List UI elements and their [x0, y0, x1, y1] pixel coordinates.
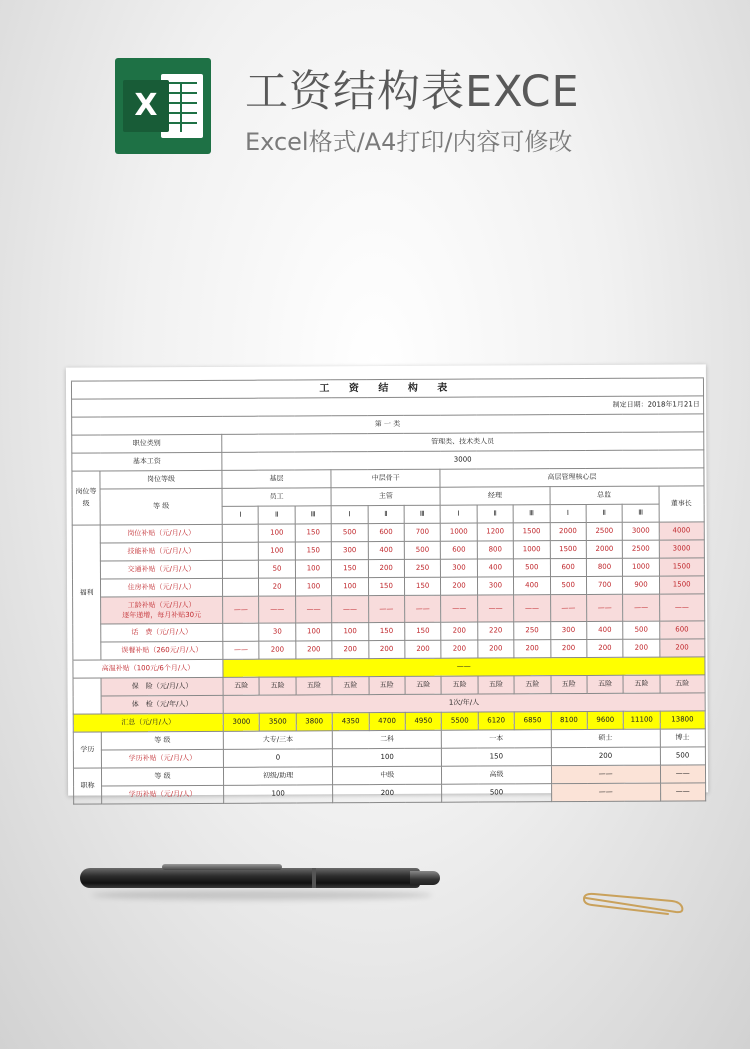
welfare-value-cell: 600	[550, 558, 586, 576]
welfare-value-cell: 200	[623, 639, 659, 657]
welfare-value-cell: 200	[368, 640, 404, 658]
welfare-value-cell: 900	[623, 576, 659, 594]
welfare-value-cell: 500	[514, 559, 550, 577]
welfare-value-cell: 600	[441, 541, 477, 559]
welfare-value-cell: 300	[477, 577, 513, 595]
date-cell: 制定日期：2018年1月21日	[72, 396, 704, 417]
welfare-value-cell: 200	[405, 640, 441, 658]
title-subsidy-value: 200	[333, 784, 442, 803]
edu-level: 大专/三本	[223, 731, 332, 750]
level-group-basic: 基层	[222, 470, 331, 489]
job-type-label: 职位类别	[72, 434, 222, 453]
salary-table	[71, 369, 706, 804]
welfare-value-cell: 300	[331, 542, 367, 560]
edu-group-label: 学历	[73, 732, 101, 768]
welfare-value-cell: ——	[659, 594, 704, 621]
welfare-value-cell: 2500	[586, 522, 622, 540]
position-chairman: 董事长	[659, 486, 704, 522]
welfare-value-cell: 3000	[659, 540, 704, 558]
total-value-cell: 4350	[332, 713, 368, 731]
welfare-value-cell	[223, 623, 259, 641]
welfare-row-label: 住房补贴（元/月/人）	[100, 578, 222, 597]
heat-label: 高温补贴（100元/6个月/人）	[73, 659, 223, 678]
welfare-value-cell: 700	[404, 523, 440, 541]
insurance-value-cell: 五险	[223, 677, 259, 695]
title-subsidy-value: 500	[442, 784, 551, 803]
edu-subsidy-label: 学历补贴（元/月/人）	[101, 749, 223, 768]
welfare-value-cell: ——	[259, 596, 296, 623]
total-value-cell: 9600	[587, 711, 623, 729]
category-cell: 第 一 类	[72, 414, 704, 435]
welfare-value-cell: 100	[295, 578, 331, 596]
welfare-value-cell: ——	[223, 596, 260, 623]
insurance-value-cell: 五险	[478, 676, 514, 694]
welfare-value-cell: 1500	[513, 523, 549, 541]
pen-ring	[312, 868, 316, 888]
welfare-value-cell: 200	[550, 639, 586, 657]
welfare-row-label-line: 工龄补贴（元/月/人）	[127, 600, 196, 609]
total-value-cell: 13800	[660, 711, 705, 729]
welfare-value-cell: ——	[477, 595, 514, 622]
excel-logo	[115, 58, 211, 154]
welfare-value-cell: 600	[368, 523, 404, 541]
sublevel-cell: Ⅱ	[477, 505, 513, 523]
paperclip-image	[578, 890, 688, 920]
welfare-value-cell: 200	[332, 641, 368, 659]
sublevel-cell: Ⅲ	[622, 504, 658, 522]
edu-subsidy-value: 150	[442, 748, 551, 767]
edu-subsidy-value: 0	[223, 749, 332, 768]
insurance-value-cell: 五险	[441, 676, 477, 694]
welfare-value-cell: ——	[514, 595, 551, 622]
welfare-value-cell: 250	[514, 622, 550, 640]
insurance-value-cell: 五险	[623, 675, 659, 693]
position-staff: 员工	[222, 488, 331, 507]
base-salary-value: 3000	[222, 450, 704, 471]
sublevel-cell: Ⅲ	[513, 505, 549, 523]
welfare-value-cell: 100	[296, 623, 332, 641]
welfare-value-cell: 200	[259, 641, 295, 659]
title-subsidy-value: ——	[551, 783, 660, 802]
welfare-value-cell: 1200	[477, 523, 513, 541]
welfare-value-cell	[222, 578, 258, 596]
welfare-value-cell: 30	[259, 623, 295, 641]
edu-level: 硕士	[551, 729, 660, 748]
position-director: 总监	[550, 486, 659, 505]
position-manager: 经理	[440, 487, 549, 506]
welfare-value-cell: 100	[259, 524, 295, 542]
welfare-value-cell: ——	[586, 594, 623, 621]
welfare-value-cell: ——	[332, 596, 369, 623]
welfare-value-cell: 250	[404, 559, 440, 577]
edu-subsidy-value: 500	[660, 747, 705, 765]
total-value-cell: 4950	[405, 712, 441, 730]
welfare-value-cell: 200	[441, 640, 477, 658]
welfare-value-cell: 1500	[659, 576, 704, 594]
sublevel-cell: Ⅰ	[222, 506, 258, 524]
welfare-value-cell: 200	[368, 559, 404, 577]
welfare-value-cell: 2000	[550, 522, 586, 540]
edu-level: 博士	[660, 729, 705, 747]
title-level: ——	[551, 765, 660, 784]
checkup-label: 体 检（元/年/人）	[101, 695, 223, 714]
welfare-value-cell	[222, 560, 258, 578]
welfare-row-label: 技能补贴（元/月/人）	[100, 542, 222, 561]
pen-clip	[162, 864, 282, 870]
welfare-value-cell: ——	[623, 594, 660, 621]
welfare-row-label: 话 费（元/月/人）	[101, 623, 223, 642]
total-value-cell: 4700	[369, 712, 405, 730]
title-level-label: 等 级	[101, 767, 223, 786]
welfare-value-cell: ——	[368, 595, 405, 622]
welfare-row-label-line: 逐年递增，每月补贴30元	[122, 610, 202, 619]
welfare-value-cell: 200	[587, 639, 623, 657]
welfare-value-cell: 200	[660, 639, 705, 657]
title-subsidy-label: 学历补贴（元/月/人）	[102, 785, 224, 804]
sheet-title: 工 资 结 构 表	[71, 378, 703, 399]
base-salary-label: 基本工资	[72, 452, 222, 471]
edu-level: 一本	[442, 730, 551, 749]
sublevel-cell: Ⅰ	[440, 505, 476, 523]
sublevel-cell: Ⅰ	[550, 504, 586, 522]
welfare-value-cell	[222, 542, 258, 560]
insurance-value-cell: 五险	[296, 677, 332, 695]
welfare-value-cell: 150	[368, 622, 404, 640]
welfare-value-cell: 300	[441, 559, 477, 577]
level-label: 等 级	[100, 488, 222, 525]
welfare-value-cell: ——	[550, 594, 587, 621]
welfare-value-cell: 500	[623, 621, 659, 639]
page-subtitle: Excel格式/A4打印/内容可修改	[245, 128, 573, 156]
edu-subsidy-value: 100	[333, 748, 442, 767]
welfare-value-cell: 500	[404, 541, 440, 559]
welfare-value-cell: ——	[405, 595, 442, 622]
welfare-value-cell: 400	[514, 577, 550, 595]
welfare-value-cell: 200	[441, 577, 477, 595]
title-level: 高级	[442, 766, 551, 785]
welfare-value-cell: 200	[441, 622, 477, 640]
total-value-cell: 5500	[442, 712, 478, 730]
level-group-middle: 中层骨干	[331, 469, 440, 488]
grade-label: 岗位等级	[100, 470, 222, 489]
welfare-group-label: 福利	[72, 525, 101, 660]
welfare-value-cell: 500	[331, 524, 367, 542]
total-value-cell: 3500	[260, 713, 296, 731]
insurance-value-cell: 五险	[514, 676, 550, 694]
welfare-value-cell: 200	[478, 640, 514, 658]
welfare-value-cell: 200	[296, 641, 332, 659]
welfare-value-cell: 300	[550, 621, 586, 639]
welfare-value-cell: 1000	[441, 523, 477, 541]
total-value-cell: 6850	[514, 712, 550, 730]
job-type-value: 管理类、技术类人员	[222, 432, 704, 453]
welfare-value-cell: ——	[223, 641, 259, 659]
page-title: 工资结构表EXCE	[245, 67, 580, 117]
welfare-value-cell: 150	[404, 577, 440, 595]
welfare-rows	[72, 522, 704, 660]
total-value-cell: 3000	[223, 713, 259, 731]
welfare-value-cell: 100	[259, 542, 295, 560]
pen-image	[72, 866, 452, 890]
insurance-value-cell: 五险	[369, 676, 405, 694]
excel-x-icon: X	[123, 80, 169, 132]
welfare-value-cell: 3000	[622, 522, 658, 540]
total-label: 汇总（元/月/人）	[73, 713, 223, 732]
total-value-cell: 3800	[296, 713, 332, 731]
welfare-value-cell: 100	[332, 578, 368, 596]
edu-subsidy-value: 200	[551, 747, 660, 766]
welfare-value-cell: 400	[587, 621, 623, 639]
welfare-value-cell: 1000	[623, 558, 659, 576]
welfare-value-cell: 800	[477, 541, 513, 559]
welfare-value-cell: 150	[295, 542, 331, 560]
insurance-value-cell: 五险	[660, 675, 705, 693]
grid-divider	[180, 82, 182, 132]
spreadsheet-preview	[66, 364, 708, 799]
pen-body	[80, 868, 420, 888]
welfare-value-cell: 20	[259, 578, 295, 596]
title-level: ——	[660, 765, 705, 783]
welfare-value-cell: 500	[550, 576, 586, 594]
title-subsidy-value: ——	[660, 783, 705, 801]
welfare-value-cell: 150	[295, 524, 331, 542]
grade-group-label: 岗位等级	[72, 471, 100, 525]
welfare-value-cell: 220	[477, 622, 513, 640]
welfare-value-cell: 50	[259, 560, 295, 578]
total-value-cell: 11100	[623, 711, 659, 729]
insurance-value-cell: 五险	[551, 675, 587, 693]
title-subsidy-value: 100	[224, 785, 333, 804]
welfare-value-cell: 1000	[513, 541, 549, 559]
welfare-row-label	[101, 596, 223, 624]
position-supervisor: 主管	[331, 487, 440, 506]
edu-level: 二科	[332, 730, 441, 749]
total-value-cell: 6120	[478, 712, 514, 730]
welfare-value-cell: 150	[332, 560, 368, 578]
sublevel-cell: Ⅱ	[368, 505, 404, 523]
welfare-value-cell: 1500	[550, 540, 586, 558]
sublevel-cell: Ⅲ	[404, 505, 440, 523]
welfare-value-cell: 100	[332, 623, 368, 641]
welfare-row-label: 误餐补贴（260元/月/人）	[101, 641, 223, 660]
insurance-value-cell: 五险	[259, 677, 295, 695]
welfare-value-cell: 800	[586, 558, 622, 576]
welfare-value-cell: ——	[441, 595, 478, 622]
welfare-value-cell: 2500	[623, 540, 659, 558]
checkup-value: 1次/年/人	[223, 693, 705, 714]
insurance-value-cell: 五险	[332, 677, 368, 695]
welfare-value-cell: 700	[586, 576, 622, 594]
welfare-row-label: 岗位补贴（元/月/人）	[100, 524, 222, 543]
title-level: 中级	[333, 766, 442, 785]
total-value-cell: 8100	[551, 711, 587, 729]
title-group-label: 职称	[73, 768, 101, 804]
edu-level-label: 等 级	[101, 731, 223, 750]
sublevel-cell: Ⅱ	[259, 506, 295, 524]
welfare-value-cell: 200	[514, 640, 550, 658]
grid-lines	[169, 82, 197, 132]
insurance-value-cell: 五险	[405, 676, 441, 694]
insurance-label: 保 险（元/月/人）	[101, 677, 223, 696]
welfare-value-cell: 1500	[659, 558, 704, 576]
welfare-value-cell: 600	[659, 621, 704, 639]
welfare-value-cell: 4000	[659, 522, 704, 540]
sublevel-cell: Ⅱ	[586, 504, 622, 522]
welfare-value-cell: 150	[405, 622, 441, 640]
welfare-value-cell: ——	[295, 596, 332, 623]
welfare-value-cell	[222, 524, 258, 542]
sublevel-cell: Ⅲ	[295, 506, 331, 524]
welfare-value-cell: 400	[477, 559, 513, 577]
level-group-senior: 高层管理核心层	[440, 468, 703, 487]
insurance-value-cell: 五险	[587, 675, 623, 693]
heat-value: ——	[223, 657, 705, 678]
pen-tip	[410, 871, 440, 885]
welfare-value-cell: 150	[368, 577, 404, 595]
title-level: 初级/助理	[223, 767, 332, 786]
welfare-value-cell: 100	[295, 560, 331, 578]
welfare-value-cell: 400	[368, 541, 404, 559]
sublevel-cell: Ⅰ	[331, 506, 367, 524]
welfare-row-label: 交通补贴（元/月/人）	[100, 560, 222, 579]
welfare-value-cell: 2000	[586, 540, 622, 558]
